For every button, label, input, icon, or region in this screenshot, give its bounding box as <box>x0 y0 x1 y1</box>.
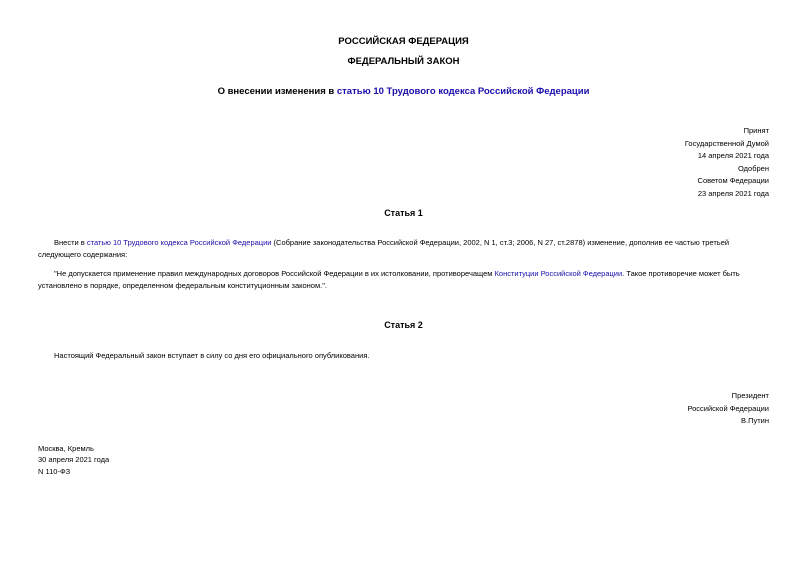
signature-line: В.Путин <box>741 416 769 426</box>
footer-line: N 110-ФЗ <box>38 466 71 476</box>
paragraph-text: (Собрание законодательства Российской Федерации, 2002, N 1, ст.3; 2006, N 27, ст.2878) изменение, дополнив ее частью третьей следующего содержания: <box>38 238 730 259</box>
footer-line: Москва, Кремль <box>38 444 94 453</box>
place-date-block <box>38 443 109 477</box>
article-1-paragraph-2 <box>38 268 769 291</box>
adoption-line: Одобрен <box>738 163 769 173</box>
signature-line: Российской Федерации <box>687 403 769 413</box>
signature-block <box>687 390 769 428</box>
article-2-heading: Статья 2 <box>384 320 423 330</box>
article-10-link[interactable]: статью 10 Трудового кодекса Российской Федерации <box>86 238 272 247</box>
law-title-prefix: О внесении изменения в <box>217 86 337 97</box>
law-type-heading: ФЕДЕРАЛЬНЫЙ ЗАКОН <box>347 56 460 67</box>
article-1-heading: Статья 1 <box>384 208 423 218</box>
adoption-line: Принят <box>743 126 769 135</box>
paragraph-text: "Не допускается применение правил международных договоров Российской Федерации в их истолковании, противоречащем <box>54 269 495 278</box>
law-title-link[interactable]: статью 10 Трудового кодекса Российской Федерации <box>336 86 590 97</box>
adoption-line: 23 апреля 2021 года <box>697 188 769 198</box>
law-title <box>0 86 807 97</box>
footer-line: 30 апреля 2021 года <box>38 455 110 465</box>
constitution-link[interactable]: Конституции Российской Федерации <box>494 269 623 278</box>
signature-line: Президент <box>731 391 769 400</box>
adoption-line: Советом Федерации <box>697 176 769 186</box>
country-heading: РОССИЙСКАЯ ФЕДЕРАЦИЯ <box>338 36 469 47</box>
paragraph-text: . Такое противоречие может быть установлено в порядке, определенном федеральным конституционным законом.". <box>38 269 740 290</box>
adoption-line: Государственной Думой <box>684 138 769 148</box>
adoption-block <box>685 125 769 201</box>
article-2-paragraph-1: Настоящий Федеральный закон вступает в силу со дня его официального опубликования. <box>54 351 370 360</box>
paragraph-text: Внести в <box>54 238 87 247</box>
adoption-line: 14 апреля 2021 года <box>697 151 769 161</box>
article-1-paragraph-1 <box>38 237 769 260</box>
